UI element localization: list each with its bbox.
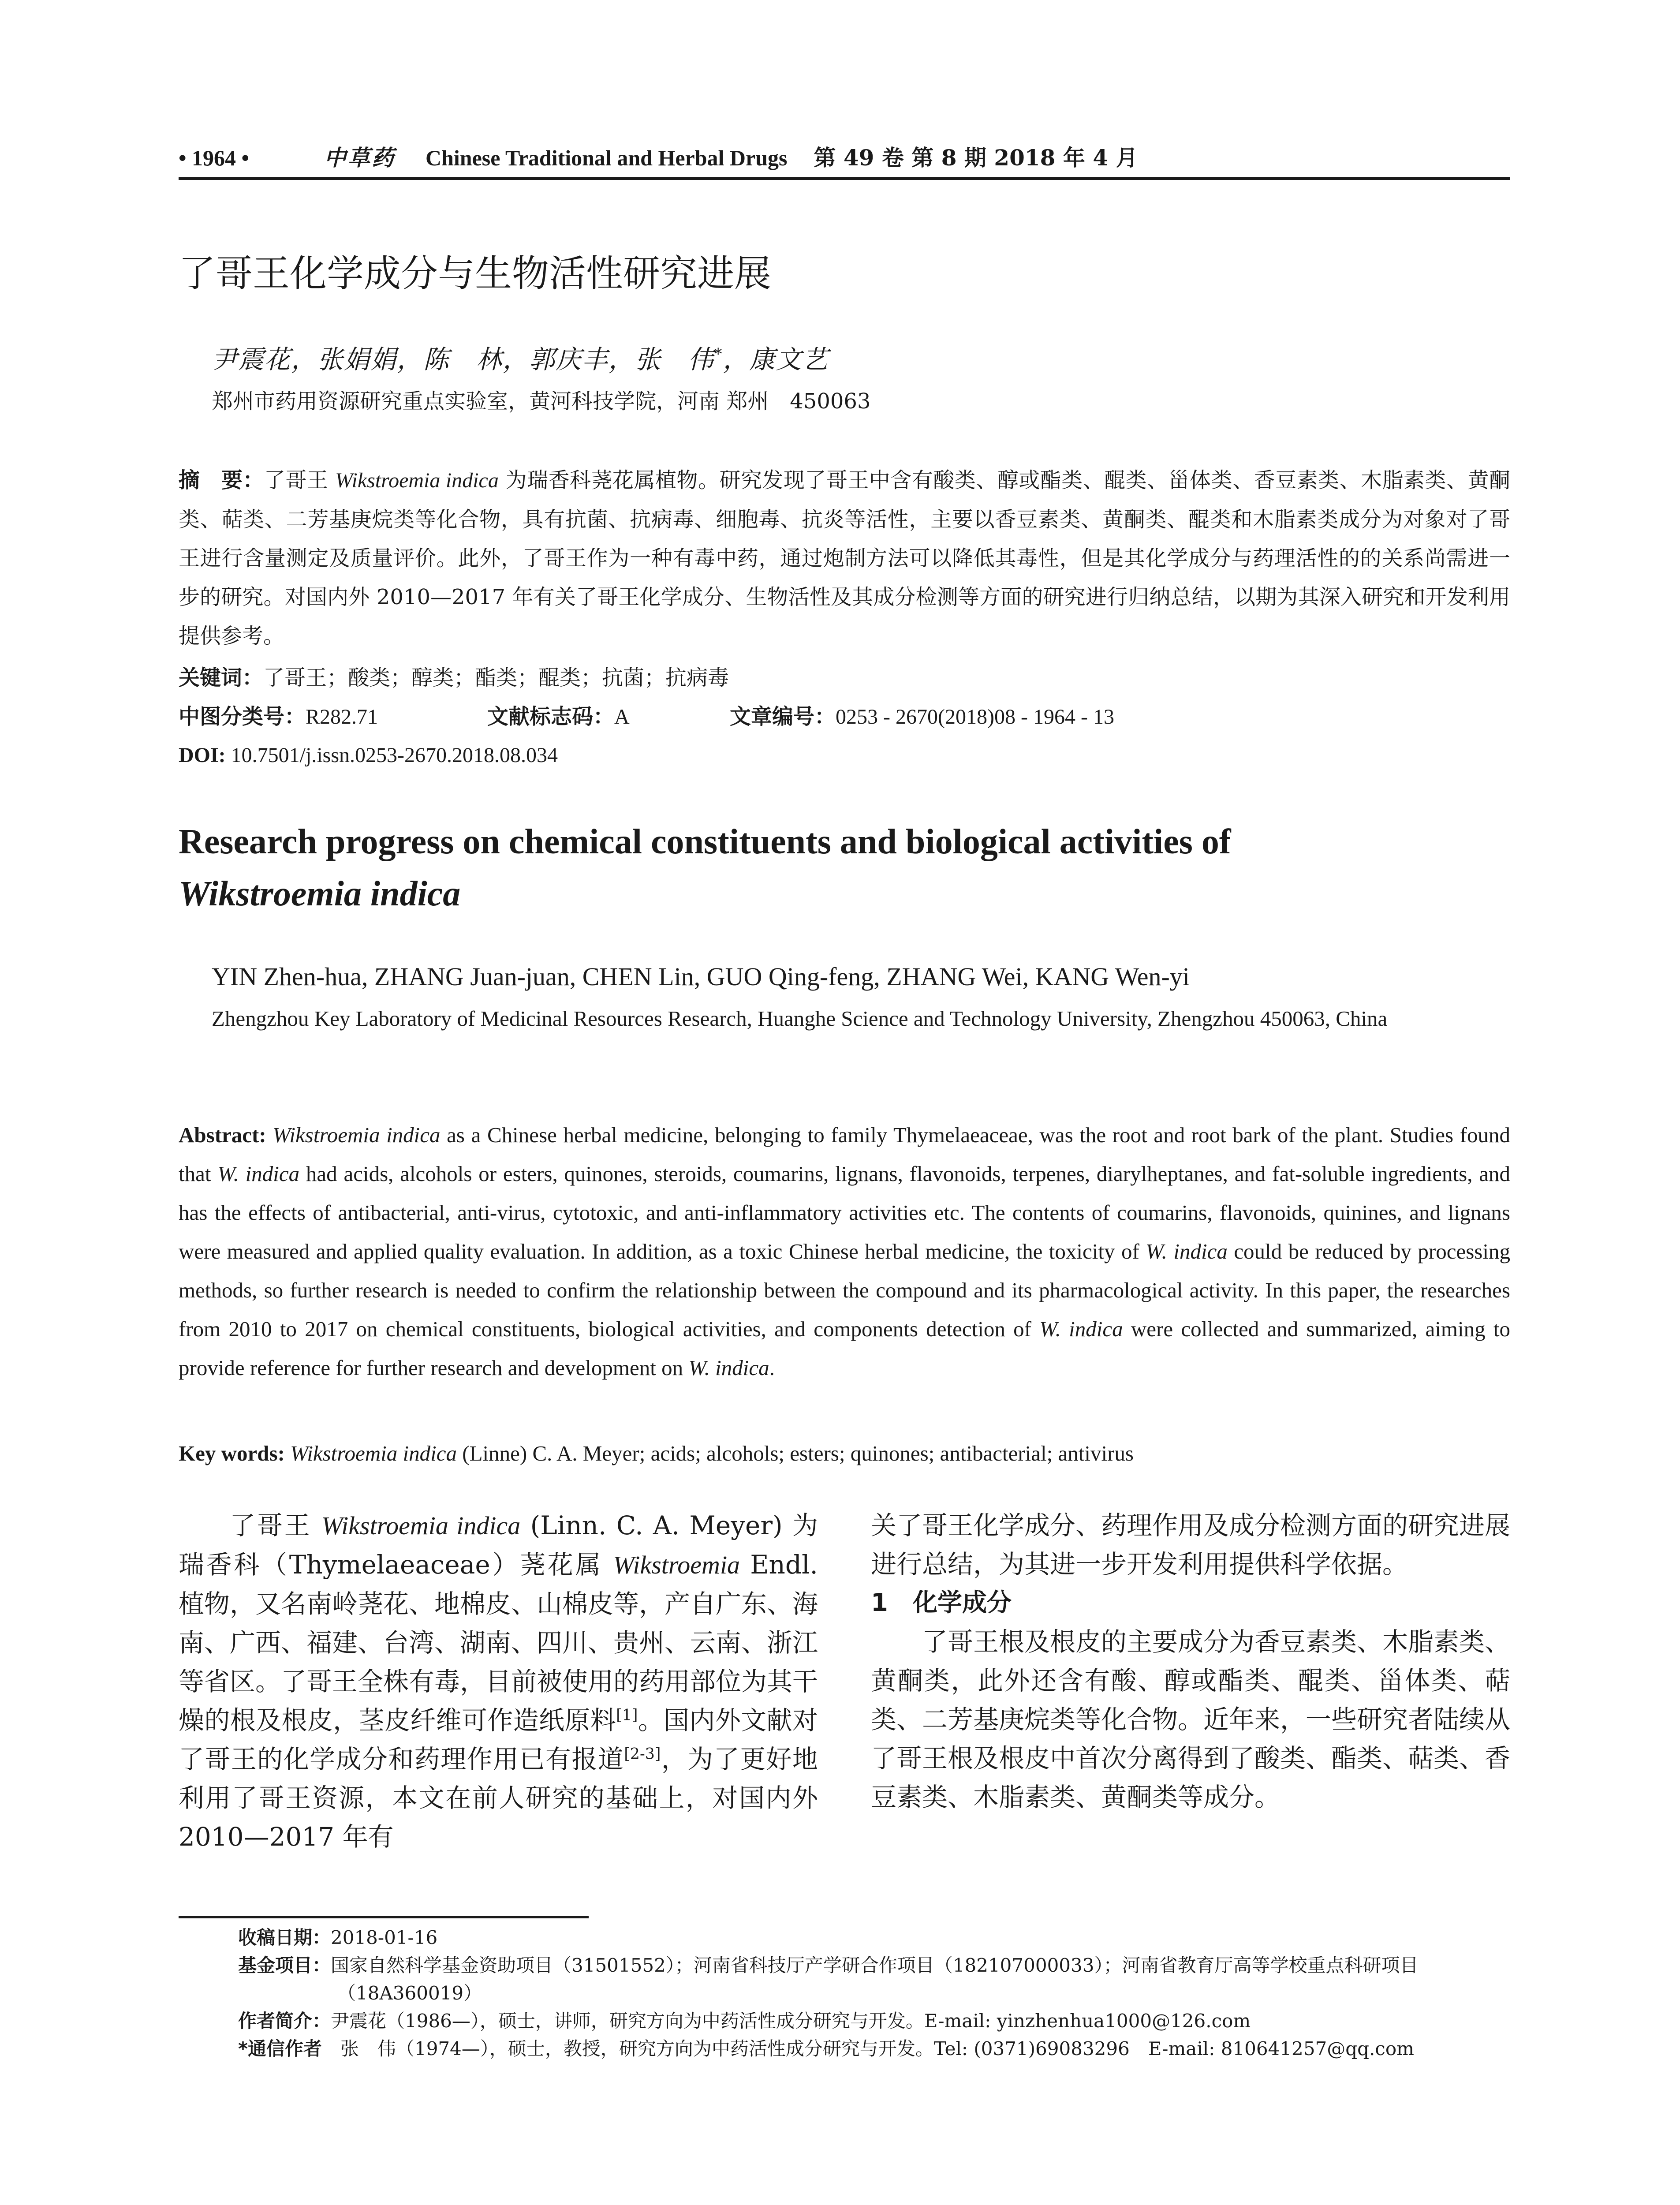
body-text: 了哥王 <box>230 1510 322 1540</box>
header-rule <box>179 177 1510 180</box>
running-header <box>179 140 1510 176</box>
footnote-label: *通信作者 <box>238 2038 322 2059</box>
footnote-label: 作者简介： <box>238 2010 331 2032</box>
title-en-species: Wikstroemia indica <box>179 875 461 913</box>
abstract-en-text: as a Chinese herbal medicine, belonging to family Thymelaeaceae, was the root and root bark of the plant. Studies found that <box>179 1123 1510 1186</box>
section-heading: 1 化学成分 <box>871 1588 1012 1617</box>
clc-value: R282.71 <box>306 705 378 729</box>
abstract-en-label: Abstract: <box>179 1123 266 1147</box>
authors-en: YIN Zhen-hua, ZHANG Juan-juan, CHEN Lin, GUO Qing-feng, ZHANG Wei, KANG Wen-yi <box>212 962 1190 991</box>
page-number: • 1964 • <box>179 146 250 170</box>
abstract-en-text: were collected and summarized, aiming to provide reference for further research and development on <box>179 1317 1511 1380</box>
clc-number <box>179 697 378 736</box>
body-paragraph: 关了哥王化学成分、药理作用及成分检测方面的研究进展进行总结，为其进一步开发利用提供科学依据。 <box>871 1510 1511 1579</box>
citation-ref[interactable]: [2-3] <box>624 1745 661 1763</box>
authors-cn <box>212 340 829 379</box>
journal-logo-cn: 中草药 <box>324 145 396 171</box>
abstract-cn-text: 为瑞香科荛花属植物。研究发现了哥王中含有酸类、醇或酯类、醌类、甾体类、香豆素类、木脂素类、黄酮类、萜类、二芳基庚烷类等化合物，具有抗菌、抗病毒、细胞毒、抗炎等活性，主要以香豆素类、黄酮类、醌类和木脂素类成分为对象对了哥王进行含量测定及质量评价。此外，了哥王作为一种有毒中药，通过炮制方法可以降低其毒性，但是其化学成分与药理活性的的关系尚需进一步的研究。对国内外 2010—2017 年有关了哥王化学成分、生物活性及其成分检测等方面的研究进行归纳总结，以期为其深入研究和开发利用提供参考。 <box>179 468 1511 648</box>
footnotes <box>238 1924 1510 2063</box>
keywords-cn <box>179 658 1510 697</box>
species-name: W. indica <box>1039 1317 1123 1341</box>
footnote-text: 国家自然科学基金资助项目（31501552）；河南省科技厅产学研合作项目（182107000033）；河南省教育厅高等学校重点科研项目（18A360019） <box>331 1955 1419 2004</box>
affiliation-cn: 郑州市药用资源研究重点实验室，黄河科技学院，河南 郑州 450063 <box>212 389 871 414</box>
art-label: 文章编号： <box>730 704 836 729</box>
doi <box>179 736 558 775</box>
abstract-cn-label: 摘 要： <box>179 468 264 493</box>
footnote-label: 基金项目： <box>238 1955 331 1976</box>
footnote-label: 收稿日期： <box>238 1927 331 1948</box>
abstract-en-text: . <box>769 1356 775 1380</box>
document-code <box>487 697 630 736</box>
species-name: Wikstroemia indica <box>335 469 499 492</box>
footnote-author-bio <box>238 2007 1510 2035</box>
body-text: 。国内外文献对了哥王的化学成分和药理作用已有报道 <box>179 1705 818 1774</box>
doi-link[interactable]: 10.7501/j.issn.0253-2670.2018.08.034 <box>225 744 558 767</box>
citation-ref[interactable]: [1] <box>616 1706 638 1724</box>
footnote-text: 2018-01-16 <box>331 1927 438 1948</box>
body-column-left <box>179 1506 818 1856</box>
species-name: Wikstroemia indica <box>290 1441 457 1465</box>
body-paragraph <box>179 1506 818 1856</box>
footnote-corresponding <box>238 2035 1510 2063</box>
species-name: Wikstroemia <box>613 1551 740 1579</box>
body-text: (Linn. C. A. Meyer) 为瑞香科（Thymelaeaceae）荛花属 <box>179 1510 818 1580</box>
species-name: Wikstroemia indica <box>273 1123 441 1147</box>
body-text: Endl. 植物，又名南岭荛花、地棉皮、山棉皮等，产自广东、海南、广西、福建、台湾、湖南、四川、贵州、云南、浙江等省区。了哥王全株有毒，目前被使用的药用部位为其干燥的根及根皮，茎皮纤维可作造纸原料 <box>179 1550 818 1735</box>
authors-cn-names: 尹震花，张娟娟，陈 林，郭庆丰，张 伟 <box>212 344 715 374</box>
article-number <box>730 697 1114 736</box>
article-title-cn: 了哥王化学成分与生物活性研究进展 <box>179 252 772 295</box>
body-column-right <box>871 1506 1510 1816</box>
clc-label: 中图分类号： <box>179 704 306 729</box>
doc-label: 文献标志码： <box>487 704 615 729</box>
title-en-line: Research progress on chemical constituents and biological activities of <box>179 822 1231 861</box>
abstract-cn-text: 了哥王 <box>264 468 336 493</box>
keywords-cn-text: 了哥王；酸类；醇类；酯类；醌类；抗菌；抗病毒 <box>263 665 729 690</box>
body-text: ，为了更好地利用了哥王资源，本文在前人研究的基础上，对国内外 2010—2017 年有 <box>179 1744 818 1852</box>
footnote-fund <box>238 1951 1510 2007</box>
abstract-en-text: had acids, alcohols or esters, quinones, steroids, coumarins, lignans, flavonoids, terpenes, diarylheptanes, and fat-soluble ingredients, and has the effects of antibacterial, anti-virus, cytotoxic, and anti-inflammatory activities etc. The contents of coumarins, flavonoids, quinines, and lignans were measured and applied quality evaluation. In addition, as a toxic Chinese herbal medicine, the toxicity of <box>179 1162 1511 1263</box>
abstract-cn <box>179 461 1510 655</box>
article-title-en <box>179 816 1510 920</box>
doc-value: A <box>614 705 630 729</box>
keywords-en <box>179 1434 1510 1473</box>
authors-cn-last: ，康文艺 <box>723 344 829 374</box>
classification-row <box>179 697 1510 736</box>
species-name: W. indica <box>1146 1239 1228 1263</box>
issue-info: 第 49 卷 第 8 期 2018 年 4 月 <box>814 145 1138 171</box>
doi-label: DOI: <box>179 744 226 767</box>
species-name: Wikstroemia indica <box>321 1511 521 1540</box>
abstract-en <box>179 1116 1510 1387</box>
species-name: W. indica <box>217 1162 300 1186</box>
journal-name-en: Chinese Traditional and Herbal Drugs <box>426 146 788 170</box>
art-value: 0253 - 2670(2018)08 - 1964 - 13 <box>836 705 1114 729</box>
species-name: W. indica <box>688 1356 769 1380</box>
keywords-en-label: Key words: <box>179 1441 285 1465</box>
body-paragraph: 了哥王根及根皮的主要成分为香豆素类、木脂素类、黄酮类，此外还含有酸、醇或酯类、醌类、甾体类、萜类、二芳基庚烷类等化合物。近年来，一些研究者陆续从了哥王根及根皮中首次分离得到了酸类、酯类、萜类、香豆素类、木脂素类、黄酮类等成分。 <box>871 1627 1511 1812</box>
footnote-received <box>238 1924 1510 1951</box>
keywords-cn-label: 关键词： <box>179 665 264 690</box>
affiliation-en: Zhengzhou Key Laboratory of Medicinal Resources Research, Huanghe Science and Technology University, Zhengzhou 450063, China <box>212 1006 1388 1031</box>
footnote-text: 尹震花（1986—），硕士，讲师，研究方向为中药活性成分研究与开发。E-mail: yinzhenhua1000@126.com <box>331 2010 1251 2032</box>
footnote-rule <box>179 1916 589 1918</box>
keywords-en-text: (Linne) C. A. Meyer; acids; alcohols; esters; quinones; antibacterial; antivirus <box>457 1441 1134 1465</box>
abstract-en-text: could be reduced by processing methods, so further research is needed to confirm the relationship between the compound and its pharmacological activity. In this paper, the researches from 2010 to 2017 on chemical constituents, biological activities, and components detection of <box>179 1239 1510 1341</box>
corresponding-mark: * <box>714 345 723 363</box>
footnote-text: 张 伟（1974—），硕士，教授，研究方向为中药活性成分研究与开发。Tel: (0371)69083296 E-mail: 810641257@qq.com <box>321 2038 1414 2059</box>
